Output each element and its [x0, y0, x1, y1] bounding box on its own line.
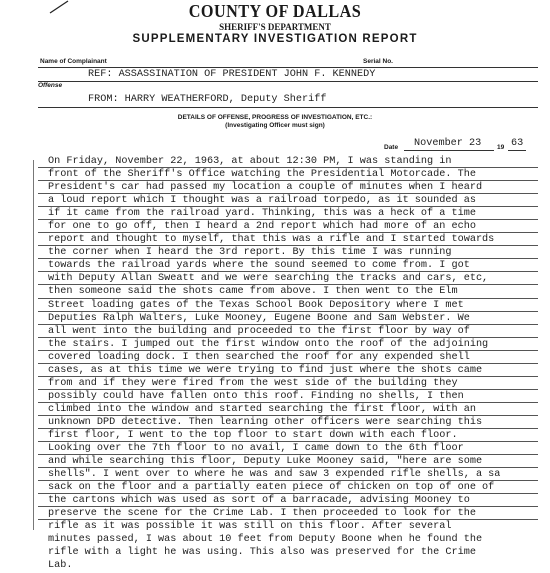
report-title: SUPPLEMENTARY INVESTIGATION REPORT [132, 33, 418, 45]
narrative-line: all went into the building and proceeded to the first floor by way of [48, 325, 470, 337]
ref-rule [38, 81, 538, 82]
narrative-line: towards the railroad yards where the sound seemed to come from. I got [48, 260, 470, 272]
narrative-line: rifle with a light he was using. This also was preserved for the Crime [48, 547, 476, 559]
narrative-line: possibly could have fallen onto this roof. Finding no shells, I then [48, 390, 464, 402]
narrative-line: sack on the floor and a partially eaten piece of chicken on top of one of [48, 482, 495, 494]
narrative-line: from and if they were fired from the west side of the building they [48, 377, 458, 389]
narrative-line: President's car had passed my location a couple of minutes when I heard [48, 182, 483, 194]
date-label: Date [384, 144, 399, 151]
from-rule [38, 107, 538, 108]
date-value: November 23 [414, 138, 482, 149]
narrative-line: minutes passed, I was about 10 feet from Deputy Boone when he found the [48, 534, 483, 546]
narrative-line: then someone said the shots came from above. I then went to the Elm [48, 286, 458, 298]
date-rule [404, 150, 494, 151]
complainant-rule [38, 67, 538, 68]
department-name: SHERIFF'S DEPARTMENT [219, 22, 331, 32]
narrative-line: front of the Sheriff's Office watching the Presidential Motorcade. The [48, 169, 476, 181]
narrative-line: Looking over the 7th floor to no avail, I came down to the 6th floor [48, 443, 464, 455]
left-margin-bracket [33, 160, 34, 530]
details-heading [0, 114, 550, 130]
offense-label: Offense [38, 82, 63, 89]
details-title: DETAILS OF OFFENSE, PROGRESS OF INVESTIGATION, ETC.: [177, 114, 373, 121]
narrative-line: and while searching this floor, Deputy Luke Mooney said, "here are some [48, 456, 483, 468]
serial-label: Serial No. [363, 58, 393, 65]
narrative-line: the stairs. I jumped out the first window onto the roof of the adjoining [48, 338, 489, 350]
details-subtitle: (Investigating Officer must sign) [225, 122, 325, 129]
narrative-line: Street loading gates of the Texas School Book Depository where I met [48, 299, 464, 311]
narrative-line: report and thought to myself, that this was a rifle and I started towards [48, 234, 495, 246]
narrative-line: covered loading dock. I then searched the roof for any expended shell [48, 351, 470, 363]
narrative-line: rifle as it was possible it was still on this floor. After several [48, 521, 452, 533]
narrative-line: climbed into the window and started searching the first floor, with an [48, 403, 476, 415]
narrative-line: Deputies Ralph Walters, Luke Mooney, Eugene Boone and Sam Webster. We [48, 312, 470, 324]
year-prefix: 19 [497, 144, 505, 151]
narrative-line: for one to go off, then I heard a 2nd report which had more of an echo [48, 221, 476, 233]
narrative-line: with Deputy Allan Sweatt and we were searching the tracks and cars, etc, [48, 273, 489, 285]
narrative-line: unknown DPD detective. Then learning other officers were searching this [48, 416, 483, 428]
year-value: 63 [511, 138, 524, 149]
complainant-label: Name of Complainant [40, 58, 107, 65]
narrative-line: a loud report which I thought was a railroad torpedo, as it sounded as [48, 195, 476, 207]
narrative-line: if it came from the railroad yard. Thinking, this was a heck of a time [48, 208, 476, 220]
county-title: COUNTY OF DALLAS [188, 1, 362, 21]
narrative-body [48, 155, 548, 573]
narrative-line: the cartons which was used as sort of a barracade, advising Mooney to [48, 495, 470, 507]
from-line: FROM: HARRY WEATHERFORD, Deputy Sheriff [88, 94, 327, 105]
narrative-line: preserve the scene for the Crime Lab. I then proceeded to look for the [48, 508, 476, 520]
narrative-line: cases, as at this time we were trying to find just where the shots came [48, 364, 483, 376]
narrative-line: Lab. [48, 560, 73, 572]
narrative-line: the corner when I heard the 3rd report. By this time I was running [48, 247, 452, 259]
narrative-line: first floor, I went to the top floor to start down with each floor. [48, 429, 458, 441]
ref-line: REF: ASSASSINATION OF PRESIDENT JOHN F. KENNEDY [88, 69, 376, 80]
year-rule [508, 150, 526, 151]
narrative-line: On Friday, November 22, 1963, at about 12:30 PM, I was standing in [48, 156, 452, 167]
narrative-line: shells". I went over to where he was and saw 3 expended rifle shells, a sa [48, 469, 501, 481]
